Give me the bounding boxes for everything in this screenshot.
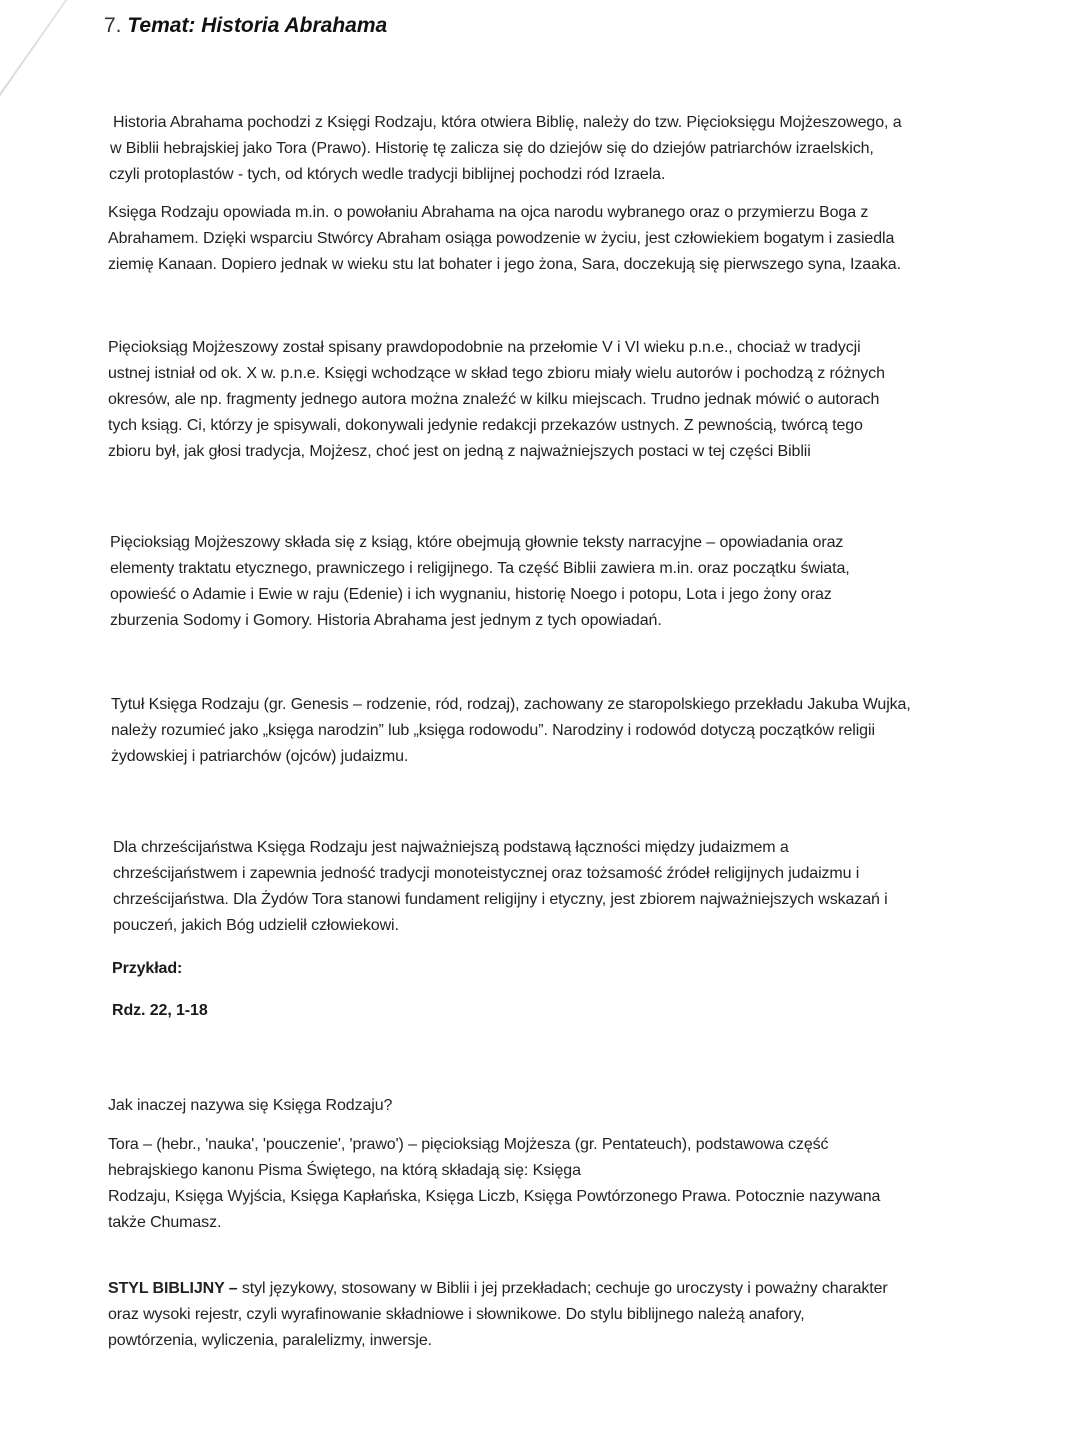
text-line: ziemię Kanaan. Dopiero jednak w wieku stu lat bohater i jego żona, Sara, doczekują się pierwszego syna, Izaaka. (108, 256, 901, 273)
style-term: STYL BIBLIJNY – (108, 1280, 238, 1297)
text-line: Tora – (hebr., 'nauka', 'pouczenie', 'prawo') – pięcioksiąg Mojżesza (gr. Pentateuch), podstawowa część (108, 1136, 829, 1153)
text-line: pouczeń, jakich Bóg udzielił człowiekowi. (113, 917, 399, 934)
style-definition-paragraph (108, 1276, 888, 1354)
paragraph-origin (109, 110, 902, 188)
text-line: zbioru był, jak głosi tradycja, Mojżesz, choć jest on jedną z najważniejszych postaci w tej części Biblii (108, 443, 811, 460)
text-line: czyli protoplastów - tych, od których wedle tradycji biblijnej pochodzi ród Izraela. (109, 166, 666, 183)
text-line: w Biblii hebrajskiej jako Tora (Prawo). Historię tę zalicza się do dziejów się do dziejów patriarchów izraelskich, (110, 140, 874, 157)
text-line: zburzenia Sodomy i Gomory. Historia Abrahama jest jednym z tych opowiadań. (110, 612, 662, 629)
text-line: Abrahamem. Dzięki wsparciu Stwórcy Abraham osiąga powodzenie w życiu, jest człowiekiem bogatym i zasiedla (108, 230, 895, 247)
answer-paragraph (108, 1132, 880, 1236)
text-line: okresów, ale np. fragmenty jednego autora można znaleźć w kilku miejscach. Trudno jednak mówić o autorach (108, 391, 880, 408)
text-line: elementy traktatu etycznego, prawniczego i religijnego. Ta część Biblii zawiera m.in. oraz początku świata, (110, 560, 850, 577)
paragraph-pentateuch-authorship (108, 335, 885, 465)
paragraph-title-meaning (111, 692, 911, 770)
text-line: hebrajskiego kanonu Pisma Świętego, na którą składają się: Księga (108, 1162, 581, 1179)
text-line: Historia Abrahama pochodzi z Księgi Rodzaju, która otwiera Biblię, należy do tzw. Pięcioksięgu Mojżeszowego, a (113, 114, 902, 131)
text-line (108, 1276, 888, 1302)
question-text: Jak inaczej nazywa się Księga Rodzaju? (108, 1097, 393, 1114)
text-line: Rodzaju, Księga Wyjścia, Księga Kapłańska, Księga Liczb, Księga Powtórzonego Prawa. Potocznie nazywana (108, 1188, 881, 1205)
text-line: ustnej istniał od ok. X w. p.n.e. Księgi wchodzące w skład tego zbioru miały wielu autorów i pochodzą z różnych (108, 365, 885, 382)
paragraph-genesis-summary (108, 200, 901, 278)
text-line: Pięcioksiąg Mojżeszowy składa się z ksiąg, które obejmują głownie teksty narracyjne – opowiadania oraz (110, 534, 844, 551)
text-line: tych ksiąg. Ci, którzy je spisywali, dokonywali jedynie redakcji przekazów ustnych. Z pewnością, twórcą tego (108, 417, 863, 434)
paragraph-pentateuch-contents (110, 530, 850, 634)
text-line: Dla chrześcijaństwa Księga Rodzaju jest najważniejszą podstawą łączności między judaizmem a (113, 839, 789, 856)
example-reference: Rdz. 22, 1-18 (112, 1002, 208, 1019)
title-text: Temat: Historia Abrahama (127, 14, 388, 37)
text-line: opowieść o Adamie i Ewie w raju (Edenie) i ich wygnaniu, historię Noego i potopu, Lota i jego żony oraz (110, 586, 832, 603)
paragraph-significance (113, 835, 888, 939)
text-line: powtórzenia, wyliczenia, paralelizmy, inwersje. (108, 1332, 433, 1349)
example-label: Przykład: (112, 960, 183, 977)
text-line: Tytuł Księga Rodzaju (gr. Genesis – rodzenie, ród, rodzaj), zachowany ze staropolskiego przekładu Jakuba Wujka, (111, 696, 911, 713)
page-title (104, 14, 387, 38)
text-line: chrześcijaństwem i zapewnia jedność tradycji monoteistycznej oraz tożsamość źródeł religijnych judaizmu i (113, 865, 860, 882)
text-line: także Chumasz. (108, 1214, 222, 1231)
text-line: żydowskiej i patriarchów (ojców) judaizmu. (111, 748, 409, 765)
text-line: Pięcioksiąg Mojżeszowy został spisany prawdopodobnie na przełomie V i VI wieku p.n.e., chociaż w tradycji (108, 339, 861, 356)
text-line: chrześcijaństwa. Dla Żydów Tora stanowi fundament religijny i etyczny, jest zbiorem najważniejszych wskazań i (113, 891, 888, 908)
text-line: Księga Rodzaju opowiada m.in. o powołaniu Abrahama na ojca narodu wybranego oraz o przymierzu Boga z (108, 204, 869, 221)
text-line: oraz wysoki rejestr, czyli wyrafinowanie składniowe i słownikowe. Do stylu biblijnego należą anafory, (108, 1306, 805, 1323)
title-number: 7. (104, 14, 122, 37)
style-definition-text: styl językowy, stosowany w Biblii i jej przekładach; cechuje go uroczysty i poważny charakter (237, 1280, 888, 1297)
text-line: należy rozumieć jako „księga narodzin” lub „księga rodowodu”. Narodziny i rodowód dotyczą początków religii (111, 722, 875, 739)
